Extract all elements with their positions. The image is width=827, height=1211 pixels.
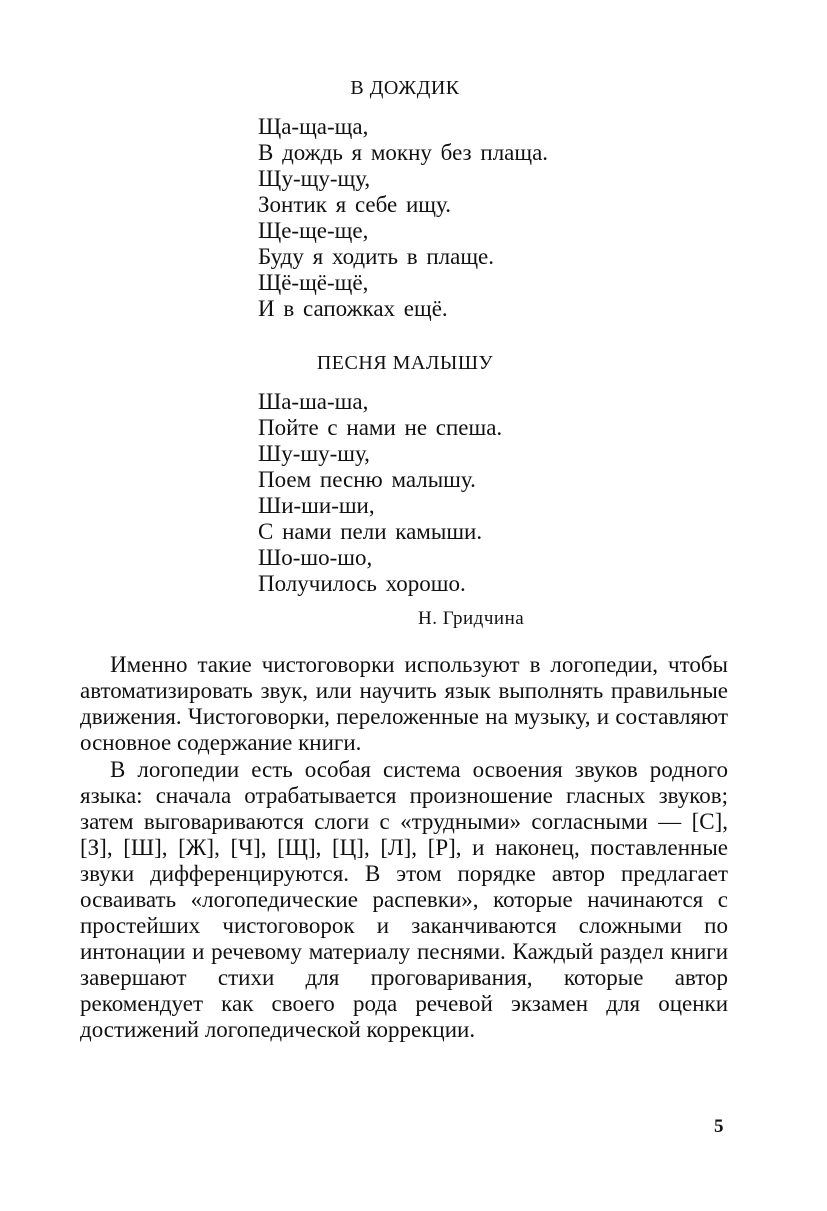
poem-line: Пойте с нами не спеша. xyxy=(258,415,503,440)
poem-line: Ша-ша-ша, xyxy=(258,389,369,414)
poem-line: Получилось хорошо. xyxy=(258,571,466,596)
poem-line: Шо-шо-шо, xyxy=(258,545,373,570)
poem-line: Ща-ща-ща, xyxy=(258,114,369,139)
poem-line: С нами пели камыши. xyxy=(258,519,483,544)
poem-line: Ши-ши-ши, xyxy=(258,493,375,518)
poem-song xyxy=(258,389,502,597)
poem-line: Буду я ходить в плаще. xyxy=(258,244,495,269)
poem-title-rain: В ДОЖДИК xyxy=(350,77,460,99)
prose-paragraph: Именно такие чистоговорки используют в логопедии, чтобы автоматизировать звук, или научить язык выполнять правильные движения. Чистоговорки, переложенные на музыку, и составляют основное содержание книги. xyxy=(80,652,728,755)
poem-line: И в сапожках ещё. xyxy=(258,296,448,321)
page-number: 5 xyxy=(714,1116,724,1137)
poem-line: Шу-шу-шу, xyxy=(258,441,370,466)
poem-line: Щё-щё-щё, xyxy=(258,270,369,295)
prose-paragraph: В логопедии есть особая система освоения звуков родного языка: сначала отрабатывается произношение гласных звуков; затем выговариваются слоги с «трудными» согласными — [С], [З], [Ш], [Ж], [Ч], [Щ], [Ц], [Л], [Р], и наконец, поставленные звуки дифференцируются. В этом порядке автор предлагает осваивать «логопедические распевки», которые начинаются с простейших чистоговорок и заканчиваются сложными по интонации и речевому материалу песнями. Каждый раздел книги завершают стихи для проговаривания, которые автор рекомендует как своего рода речевой экзамен для оценки достижений логопедической коррекции. xyxy=(80,757,728,1042)
poem-line: Зонтик я себе ищу. xyxy=(258,192,451,217)
poem-line: Ще-ще-ще, xyxy=(258,218,369,243)
poem-line: Поем песню малышу. xyxy=(258,467,476,492)
poem-line: В дождь я мокну без плаща. xyxy=(258,140,549,165)
poem-title-song: ПЕСНЯ МАЛЫШУ xyxy=(316,352,494,374)
poem-author: Н. Гридчина xyxy=(418,608,525,629)
poem-rain xyxy=(258,114,548,322)
poem-line: Щу-щу-щу, xyxy=(258,166,371,191)
